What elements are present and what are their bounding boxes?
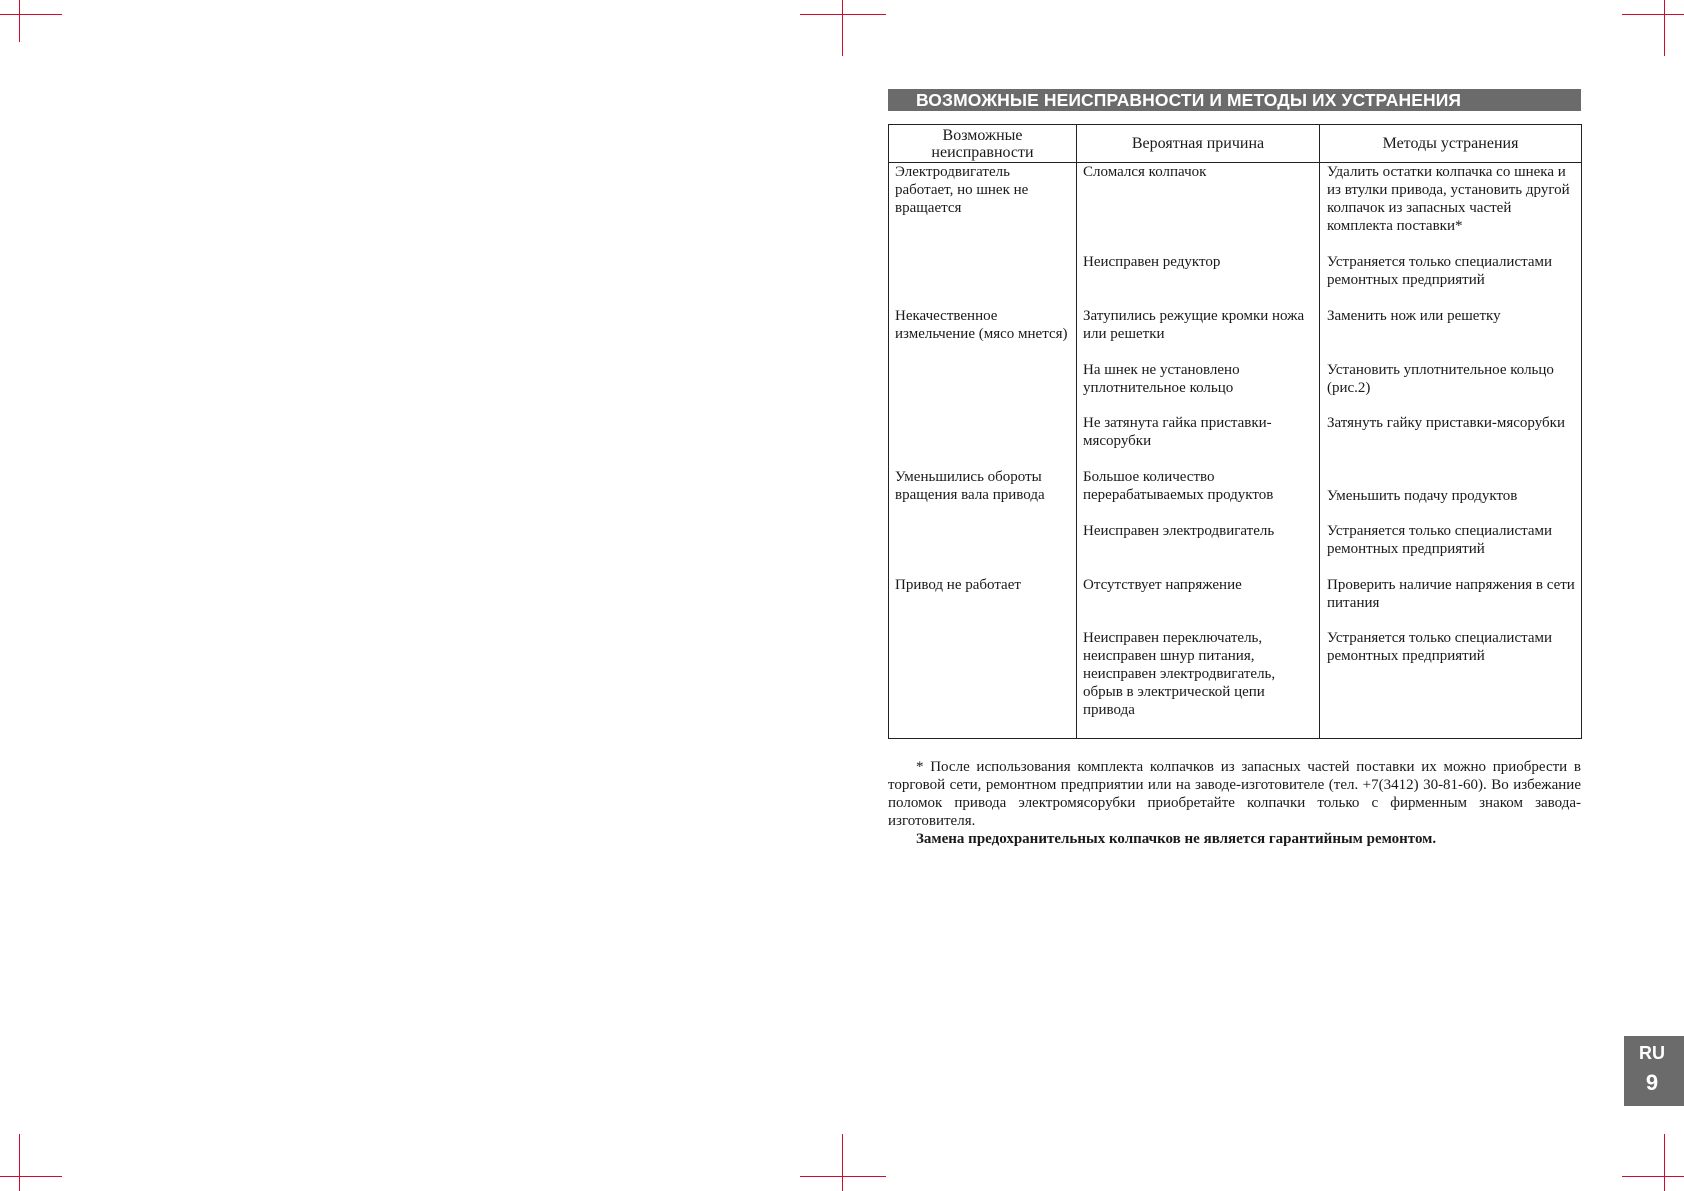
fault-cell bbox=[889, 629, 1077, 738]
fault-cell bbox=[889, 522, 1077, 576]
crop-mark bbox=[0, 1176, 62, 1177]
cause-cell: Отсутствует напряжение bbox=[1077, 576, 1320, 630]
table-row bbox=[889, 253, 1582, 307]
fault-cell: Электродвигатель работает, но шнек не вращается bbox=[889, 163, 1077, 254]
table-row bbox=[889, 576, 1582, 630]
warranty-note: Замена предохранительных колпачков не является гарантийным ремонтом. bbox=[916, 831, 1437, 847]
crop-mark bbox=[1622, 14, 1684, 15]
language-label: RU bbox=[1639, 1043, 1665, 1063]
fault-cell bbox=[889, 253, 1077, 307]
crop-mark bbox=[800, 1176, 886, 1177]
crop-mark bbox=[1664, 1134, 1665, 1191]
cause-cell: Сломался колпачок bbox=[1077, 163, 1320, 254]
page-tab bbox=[1624, 1036, 1684, 1106]
column-header-fault: Возможные неисправности bbox=[889, 125, 1077, 163]
table-row bbox=[889, 414, 1582, 468]
table-row bbox=[889, 522, 1582, 576]
table-row bbox=[889, 307, 1582, 361]
fault-cell bbox=[889, 414, 1077, 468]
cause-cell: Затупились режущие кромки ножа или решетки bbox=[1077, 307, 1320, 361]
cause-cell: Большое количество перерабатываемых продуктов bbox=[1077, 468, 1320, 522]
troubleshooting-table bbox=[888, 124, 1582, 739]
remedy-cell: Проверить наличие напряжения в сети питания bbox=[1320, 576, 1582, 630]
page-number: 9 bbox=[1645, 1070, 1659, 1095]
crop-mark bbox=[1664, 0, 1665, 56]
remedy-cell: Уменьшить подачу продуктов bbox=[1320, 468, 1582, 522]
fault-cell: Привод не работает bbox=[889, 576, 1077, 630]
table-row bbox=[889, 163, 1582, 254]
remedy-cell: Удалить остатки колпачка со шнека и из втулки привода, установить другой колпачок из запасных частей комплекта поставки* bbox=[1320, 163, 1582, 254]
crop-mark bbox=[19, 0, 20, 42]
table-row bbox=[889, 361, 1582, 415]
remedy-cell: Заменить нож или решетку bbox=[1320, 307, 1582, 361]
cause-cell: Неисправен редуктор bbox=[1077, 253, 1320, 307]
crop-mark bbox=[19, 1134, 20, 1191]
fault-cell: Некачественное измельчение (мясо мнется) bbox=[889, 307, 1077, 361]
crop-mark bbox=[842, 0, 843, 56]
remedy-cell: Устраняется только специалистами ремонтных предприятий bbox=[1320, 522, 1582, 576]
table-header-row bbox=[889, 125, 1582, 163]
cause-cell: На шнек не установлено уплотнительное кольцо bbox=[1077, 361, 1320, 415]
remedy-cell: Устраняется только специалистами ремонтных предприятий bbox=[1320, 629, 1582, 738]
crop-mark bbox=[842, 1134, 843, 1191]
cause-cell: Неисправен электродвигатель bbox=[1077, 522, 1320, 576]
table-row bbox=[889, 629, 1582, 738]
remedy-cell: Затянуть гайку приставки-мясорубки bbox=[1320, 414, 1582, 468]
cause-cell: Не затянута гайка приставки-мясорубки bbox=[1077, 414, 1320, 468]
table-row bbox=[889, 468, 1582, 522]
column-header-cause: Вероятная причина bbox=[1077, 125, 1320, 163]
cause-cell: Неисправен переключатель, неисправен шнур питания, неисправен электродвигатель, обрыв в электрической цепи привода bbox=[1077, 629, 1320, 738]
column-header-remedy: Методы устранения bbox=[1320, 125, 1582, 163]
footnote-text: * После использования комплекта колпачков из запасных частей поставки их можно приобрести в торговой сети, ремонтном предприятии или на заводе-изготовителе (тел. +7(3412) 30-81-60). Во избежание поломок привода электромясорубки приобретайте колпачки только с фирменным знаком завода-изготовителя. bbox=[888, 759, 1581, 829]
crop-mark bbox=[1622, 1176, 1684, 1177]
fault-cell: Уменьшились обороты вращения вала привода bbox=[889, 468, 1077, 522]
crop-mark bbox=[0, 14, 62, 15]
remedy-cell: Устраняется только специалистами ремонтных предприятий bbox=[1320, 253, 1582, 307]
fault-cell bbox=[889, 361, 1077, 415]
section-title: ВОЗМОЖНЫЕ НЕИСПРАВНОСТИ И МЕТОДЫ ИХ УСТРАНЕНИЯ bbox=[888, 89, 1581, 111]
footnote bbox=[888, 758, 1581, 848]
crop-mark bbox=[800, 14, 886, 15]
remedy-cell: Установить уплотнительное кольцо (рис.2) bbox=[1320, 361, 1582, 415]
